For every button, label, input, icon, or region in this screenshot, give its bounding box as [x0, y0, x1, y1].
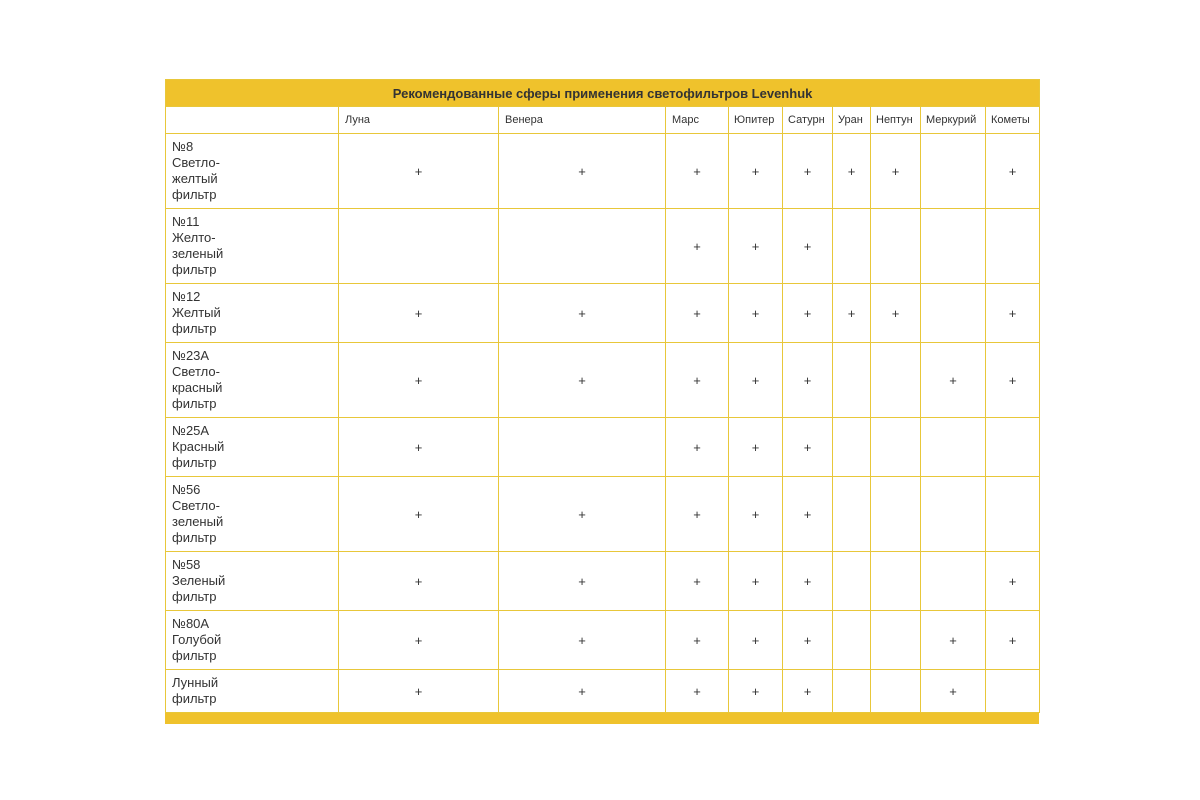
- recommended-mark: +: [666, 670, 729, 713]
- recommended-mark: +: [339, 477, 499, 552]
- empty-cell: [986, 209, 1040, 284]
- recommended-mark: +: [729, 477, 783, 552]
- empty-cell: [871, 209, 921, 284]
- recommended-mark: +: [783, 670, 833, 713]
- recommended-mark: +: [986, 343, 1040, 418]
- recommended-mark: +: [499, 552, 666, 611]
- recommended-mark: +: [729, 552, 783, 611]
- filter-name: №12 Желтый фильтр: [166, 284, 339, 343]
- column-header: Кометы: [986, 107, 1040, 134]
- table-row: [166, 209, 1040, 284]
- recommended-mark: +: [729, 611, 783, 670]
- recommended-mark: +: [729, 670, 783, 713]
- recommended-mark: +: [783, 343, 833, 418]
- table-row: [166, 611, 1040, 670]
- recommended-mark: +: [339, 284, 499, 343]
- empty-cell: [986, 477, 1040, 552]
- empty-cell: [871, 343, 921, 418]
- recommended-mark: +: [783, 134, 833, 209]
- recommended-mark: +: [986, 552, 1040, 611]
- title-row: [166, 80, 1040, 107]
- recommended-mark: +: [871, 284, 921, 343]
- recommended-mark: +: [729, 418, 783, 477]
- filter-name: №80A Голубой фильтр: [166, 611, 339, 670]
- table-row: [166, 477, 1040, 552]
- recommended-mark: +: [783, 284, 833, 343]
- table-row: [166, 284, 1040, 343]
- column-header: Марс: [666, 107, 729, 134]
- recommended-mark: +: [833, 134, 871, 209]
- table-footer-bar: [165, 713, 1039, 724]
- recommended-mark: +: [339, 670, 499, 713]
- filter-name: №25A Красный фильтр: [166, 418, 339, 477]
- corner-header-cell: [166, 107, 339, 134]
- recommended-mark: +: [666, 209, 729, 284]
- table-row: [166, 552, 1040, 611]
- recommended-mark: +: [729, 209, 783, 284]
- recommended-mark: +: [921, 670, 986, 713]
- table-row: [166, 134, 1040, 209]
- empty-cell: [921, 284, 986, 343]
- recommended-mark: +: [666, 611, 729, 670]
- empty-cell: [871, 477, 921, 552]
- empty-cell: [499, 209, 666, 284]
- recommended-mark: +: [339, 611, 499, 670]
- recommended-mark: +: [499, 134, 666, 209]
- recommended-mark: +: [499, 670, 666, 713]
- empty-cell: [871, 418, 921, 477]
- recommended-mark: +: [729, 284, 783, 343]
- recommended-mark: +: [339, 552, 499, 611]
- recommended-mark: +: [986, 134, 1040, 209]
- empty-cell: [339, 209, 499, 284]
- empty-cell: [921, 477, 986, 552]
- filter-name: №58 Зеленый фильтр: [166, 552, 339, 611]
- recommended-mark: +: [339, 418, 499, 477]
- column-header: Сатурн: [783, 107, 833, 134]
- filter-name: №8 Светло- желтый фильтр: [166, 134, 339, 209]
- empty-cell: [833, 670, 871, 713]
- table-row: [166, 418, 1040, 477]
- filter-table-container: [165, 79, 1039, 724]
- filter-name: №11 Желто- зеленый фильтр: [166, 209, 339, 284]
- empty-cell: [921, 418, 986, 477]
- recommended-mark: +: [729, 343, 783, 418]
- recommended-mark: +: [729, 134, 783, 209]
- empty-cell: [871, 552, 921, 611]
- recommended-mark: +: [921, 343, 986, 418]
- table-title: Рекомендованные сферы применения светофильтров Levenhuk: [166, 80, 1040, 107]
- filter-name: №56 Светло- зеленый фильтр: [166, 477, 339, 552]
- empty-cell: [833, 477, 871, 552]
- recommended-mark: +: [499, 284, 666, 343]
- empty-cell: [499, 418, 666, 477]
- empty-cell: [986, 418, 1040, 477]
- column-header: Луна: [339, 107, 499, 134]
- empty-cell: [833, 611, 871, 670]
- recommended-mark: +: [666, 134, 729, 209]
- recommended-mark: +: [783, 418, 833, 477]
- column-header: Венера: [499, 107, 666, 134]
- recommended-mark: +: [986, 611, 1040, 670]
- recommended-mark: +: [339, 343, 499, 418]
- recommended-mark: +: [666, 284, 729, 343]
- recommended-mark: +: [666, 418, 729, 477]
- recommended-mark: +: [339, 134, 499, 209]
- empty-cell: [833, 343, 871, 418]
- empty-cell: [986, 670, 1040, 713]
- empty-cell: [921, 134, 986, 209]
- recommended-mark: +: [783, 209, 833, 284]
- empty-cell: [833, 209, 871, 284]
- empty-cell: [921, 209, 986, 284]
- empty-cell: [921, 552, 986, 611]
- recommended-mark: +: [833, 284, 871, 343]
- filter-recommendation-table: [165, 79, 1040, 713]
- recommended-mark: +: [499, 477, 666, 552]
- recommended-mark: +: [871, 134, 921, 209]
- recommended-mark: +: [986, 284, 1040, 343]
- recommended-mark: +: [783, 477, 833, 552]
- recommended-mark: +: [783, 611, 833, 670]
- table-row: [166, 343, 1040, 418]
- recommended-mark: +: [921, 611, 986, 670]
- column-header: Нептун: [871, 107, 921, 134]
- column-header-row: [166, 107, 1040, 134]
- recommended-mark: +: [783, 552, 833, 611]
- table-row: [166, 670, 1040, 713]
- recommended-mark: +: [499, 343, 666, 418]
- empty-cell: [833, 418, 871, 477]
- column-header: Меркурий: [921, 107, 986, 134]
- recommended-mark: +: [666, 343, 729, 418]
- recommended-mark: +: [666, 552, 729, 611]
- column-header: Уран: [833, 107, 871, 134]
- recommended-mark: +: [499, 611, 666, 670]
- filter-name: Лунный фильтр: [166, 670, 339, 713]
- recommended-mark: +: [666, 477, 729, 552]
- empty-cell: [871, 670, 921, 713]
- empty-cell: [871, 611, 921, 670]
- empty-cell: [833, 552, 871, 611]
- column-header: Юпитер: [729, 107, 783, 134]
- filter-name: №23A Светло- красный фильтр: [166, 343, 339, 418]
